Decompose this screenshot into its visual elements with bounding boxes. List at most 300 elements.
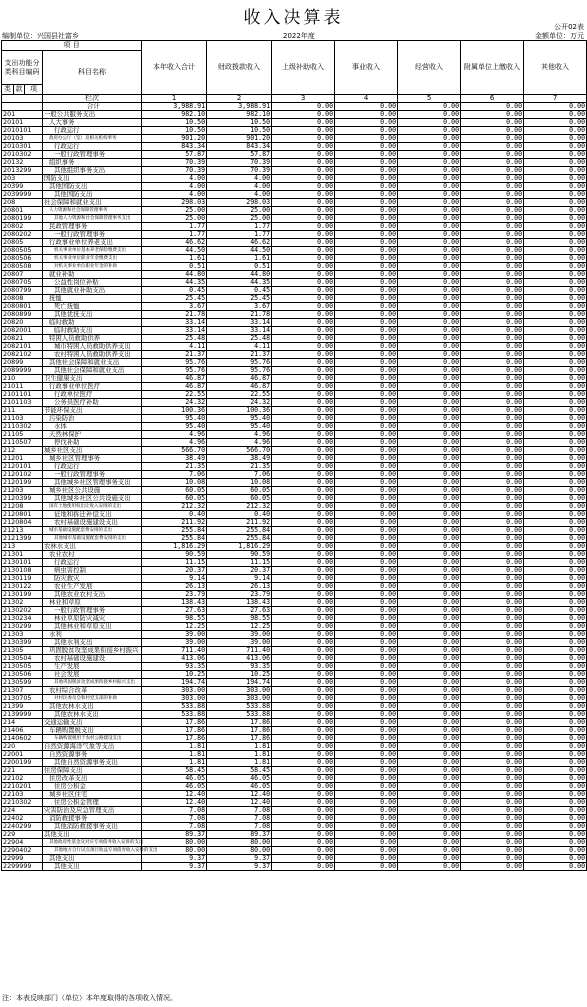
income-value: 0.00 bbox=[524, 703, 587, 711]
fiscal-appropriation-value: 9.37 bbox=[207, 863, 272, 871]
income-value: 0.00 bbox=[272, 431, 335, 439]
total-income-value: 80.00 bbox=[142, 847, 207, 855]
table-row bbox=[2, 407, 587, 415]
subject-name: 其他支出 bbox=[43, 863, 142, 871]
income-value: 0.00 bbox=[398, 367, 461, 375]
income-value: 0.00 bbox=[524, 639, 587, 647]
income-value: 0.00 bbox=[272, 543, 335, 551]
income-value: 0.00 bbox=[524, 623, 587, 631]
subject-name: 车辆购置税用于农村公路建设支出 bbox=[43, 735, 142, 743]
col-header-business: 事业收入 bbox=[335, 41, 398, 95]
total-income-value: 255.84 bbox=[142, 535, 207, 543]
income-value: 0.00 bbox=[272, 783, 335, 791]
income-value: 0.00 bbox=[524, 775, 587, 783]
total-income-value: 4.00 bbox=[142, 191, 207, 199]
total-income-value: 4.96 bbox=[142, 439, 207, 447]
income-value: 0.00 bbox=[461, 775, 524, 783]
col-header-superior: 上级补助收入 bbox=[272, 41, 335, 95]
income-value: 0.00 bbox=[461, 231, 524, 239]
subject-name: 合计 bbox=[43, 103, 142, 111]
income-value: 0.00 bbox=[524, 815, 587, 823]
subject-name: 其他巩固脱贫攻坚成果衔接乡村振兴支出 bbox=[43, 679, 142, 687]
income-value: 0.00 bbox=[335, 183, 398, 191]
income-value: 0.00 bbox=[335, 735, 398, 743]
subject-name: 其他政府性基金及对应专项债务收入安排的支出 bbox=[43, 839, 142, 847]
subject-name: 一般行政管理事务 bbox=[43, 471, 142, 479]
fiscal-appropriation-value: 843.34 bbox=[207, 143, 272, 151]
income-value: 0.00 bbox=[524, 455, 587, 463]
income-value: 0.00 bbox=[398, 263, 461, 271]
page-title: 收入决算表 bbox=[243, 8, 344, 28]
income-value: 0.00 bbox=[335, 631, 398, 639]
subject-name: 巩固脱贫攻坚成果衔接乡村振兴 bbox=[43, 647, 142, 655]
subject-code: 2080508 bbox=[2, 263, 43, 271]
subject-code: 2130108 bbox=[2, 567, 43, 575]
subject-name: 城乡社区支出 bbox=[43, 447, 142, 455]
total-income-value: 1.77 bbox=[142, 231, 207, 239]
subject-name: 住房公积金 bbox=[43, 783, 142, 791]
fiscal-appropriation-value: 100.36 bbox=[207, 407, 272, 415]
income-value: 0.00 bbox=[398, 655, 461, 663]
subject-code: 20399 bbox=[2, 183, 43, 191]
income-value: 0.00 bbox=[461, 623, 524, 631]
income-value: 0.00 bbox=[272, 615, 335, 623]
income-value: 0.00 bbox=[335, 255, 398, 263]
subject-name: 临时救助 bbox=[43, 319, 142, 327]
income-value: 0.00 bbox=[461, 551, 524, 559]
income-value: 0.00 bbox=[398, 583, 461, 591]
income-value: 0.00 bbox=[335, 415, 398, 423]
income-value: 0.00 bbox=[461, 119, 524, 127]
subject-code: 2010302 bbox=[2, 151, 43, 159]
income-value: 0.00 bbox=[398, 479, 461, 487]
income-value: 0.00 bbox=[461, 695, 524, 703]
fiscal-appropriation-value: 11.15 bbox=[207, 559, 272, 567]
income-value: 0.00 bbox=[461, 799, 524, 807]
total-income-value: 1.81 bbox=[142, 751, 207, 759]
subject-code: 2130202 bbox=[2, 607, 43, 615]
fiscal-appropriation-value: 4.11 bbox=[207, 343, 272, 351]
income-value: 0.00 bbox=[524, 183, 587, 191]
subject-name: 其他组织事务支出 bbox=[43, 167, 142, 175]
fiscal-appropriation-value: 17.86 bbox=[207, 735, 272, 743]
subject-name: 自然资源事务 bbox=[43, 751, 142, 759]
income-value: 0.00 bbox=[461, 383, 524, 391]
total-income-value: 46.62 bbox=[142, 239, 207, 247]
income-value: 0.00 bbox=[398, 335, 461, 343]
income-value: 0.00 bbox=[461, 631, 524, 639]
subject-name: 行政事业单位医疗 bbox=[43, 383, 142, 391]
total-income-value: 39.00 bbox=[142, 631, 207, 639]
total-income-value: 3.67 bbox=[142, 303, 207, 311]
subject-name: 防灾救灾 bbox=[43, 575, 142, 583]
income-value: 0.00 bbox=[272, 455, 335, 463]
total-income-value: 7.08 bbox=[142, 823, 207, 831]
subject-name: 政府办公厅（室）及相关机构事务 bbox=[43, 135, 142, 143]
income-value: 0.00 bbox=[398, 639, 461, 647]
total-income-value: 11.15 bbox=[142, 559, 207, 567]
income-value: 0.00 bbox=[461, 647, 524, 655]
income-value: 0.00 bbox=[524, 799, 587, 807]
subject-name: 机关事业单位职业年金缴费支出 bbox=[43, 255, 142, 263]
income-value: 0.00 bbox=[335, 143, 398, 151]
subject-code: 21302 bbox=[2, 599, 43, 607]
total-income-value: 211.92 bbox=[142, 519, 207, 527]
table-row bbox=[2, 495, 587, 503]
income-value: 0.00 bbox=[461, 599, 524, 607]
income-value: 0.00 bbox=[398, 423, 461, 431]
income-value: 0.00 bbox=[461, 391, 524, 399]
total-income-value: 194.74 bbox=[142, 679, 207, 687]
income-value: 0.00 bbox=[461, 135, 524, 143]
subject-code: 22103 bbox=[2, 791, 43, 799]
income-value: 0.00 bbox=[524, 143, 587, 151]
income-value: 0.00 bbox=[461, 279, 524, 287]
total-income-value: 12.40 bbox=[142, 791, 207, 799]
subject-code: 2120101 bbox=[2, 463, 43, 471]
income-value: 0.00 bbox=[524, 135, 587, 143]
income-value: 0.00 bbox=[461, 367, 524, 375]
fiscal-appropriation-value: 33.14 bbox=[207, 319, 272, 327]
income-value: 0.00 bbox=[335, 247, 398, 255]
income-value: 0.00 bbox=[398, 847, 461, 855]
income-value: 0.00 bbox=[335, 727, 398, 735]
income-value: 0.00 bbox=[524, 599, 587, 607]
total-income-value: 22.55 bbox=[142, 391, 207, 399]
subject-code: 203 bbox=[2, 175, 43, 183]
subject-code: 2110507 bbox=[2, 439, 43, 447]
subject-code: 2080506 bbox=[2, 255, 43, 263]
table-row bbox=[2, 623, 587, 631]
fiscal-appropriation-value: 1.77 bbox=[207, 223, 272, 231]
income-value: 0.00 bbox=[524, 831, 587, 839]
subject-code: 2120801 bbox=[2, 511, 43, 519]
table-row bbox=[2, 543, 587, 551]
income-value: 0.00 bbox=[524, 535, 587, 543]
income-value: 0.00 bbox=[398, 599, 461, 607]
subject-code: 2082102 bbox=[2, 351, 43, 359]
subject-code: 21103 bbox=[2, 415, 43, 423]
income-value: 0.00 bbox=[461, 359, 524, 367]
fiscal-appropriation-value: 303.00 bbox=[207, 687, 272, 695]
subject-name: 城乡社区住宅 bbox=[43, 791, 142, 799]
col-header-total: 本年收入合计 bbox=[142, 41, 207, 95]
total-income-value: 138.43 bbox=[142, 599, 207, 607]
income-value: 0.00 bbox=[335, 439, 398, 447]
table-row bbox=[2, 367, 587, 375]
subject-code: 21399 bbox=[2, 703, 43, 711]
table-row bbox=[2, 711, 587, 719]
income-value: 0.00 bbox=[272, 767, 335, 775]
income-value: 0.00 bbox=[272, 103, 335, 111]
income-value: 0.00 bbox=[272, 167, 335, 175]
subject-name: 一般行政管理事务 bbox=[43, 607, 142, 615]
subject-code: 2210201 bbox=[2, 783, 43, 791]
subject-code: 2130599 bbox=[2, 679, 43, 687]
income-value: 0.00 bbox=[398, 327, 461, 335]
table-row bbox=[2, 111, 587, 119]
income-value: 0.00 bbox=[398, 231, 461, 239]
income-value: 0.00 bbox=[461, 399, 524, 407]
income-value: 0.00 bbox=[272, 575, 335, 583]
income-value: 0.00 bbox=[272, 607, 335, 615]
table-row bbox=[2, 855, 587, 863]
income-value: 0.00 bbox=[524, 407, 587, 415]
income-value: 0.00 bbox=[335, 719, 398, 727]
income-value: 0.00 bbox=[398, 695, 461, 703]
fiscal-appropriation-value: 27.63 bbox=[207, 607, 272, 615]
income-value: 0.00 bbox=[398, 711, 461, 719]
income-value: 0.00 bbox=[398, 831, 461, 839]
income-value: 0.00 bbox=[398, 431, 461, 439]
fiscal-appropriation-value: 298.03 bbox=[207, 199, 272, 207]
income-value: 0.00 bbox=[398, 439, 461, 447]
subject-code: 20821 bbox=[2, 335, 43, 343]
income-value: 0.00 bbox=[335, 567, 398, 575]
income-value: 0.00 bbox=[398, 511, 461, 519]
income-value: 0.00 bbox=[398, 175, 461, 183]
income-value: 0.00 bbox=[524, 687, 587, 695]
income-value: 0.00 bbox=[461, 375, 524, 383]
income-value: 0.00 bbox=[272, 599, 335, 607]
subject-code: 22001 bbox=[2, 751, 43, 759]
lanci-label: 栏次 bbox=[43, 95, 142, 103]
income-value: 0.00 bbox=[335, 151, 398, 159]
income-value: 0.00 bbox=[461, 239, 524, 247]
subject-name: 其他城乡社区管理事务支出 bbox=[43, 479, 142, 487]
income-value: 0.00 bbox=[335, 743, 398, 751]
income-value: 0.00 bbox=[398, 279, 461, 287]
subject-code: 220 bbox=[2, 743, 43, 751]
income-value: 0.00 bbox=[272, 463, 335, 471]
income-value: 0.00 bbox=[272, 399, 335, 407]
income-value: 0.00 bbox=[461, 287, 524, 295]
income-value: 0.00 bbox=[335, 447, 398, 455]
amount-unit: 金额单位：万元 bbox=[535, 32, 584, 40]
total-income-value: 17.86 bbox=[142, 735, 207, 743]
income-value: 0.00 bbox=[398, 127, 461, 135]
income-value: 0.00 bbox=[461, 567, 524, 575]
income-value: 0.00 bbox=[461, 143, 524, 151]
income-value: 0.00 bbox=[335, 823, 398, 831]
subject-code: 2130122 bbox=[2, 583, 43, 591]
subject-code: 2130199 bbox=[2, 591, 43, 599]
income-value: 0.00 bbox=[524, 351, 587, 359]
subject-name: 行政运行 bbox=[43, 559, 142, 567]
income-value: 0.00 bbox=[335, 703, 398, 711]
total-income-value: 7.08 bbox=[142, 807, 207, 815]
income-value: 0.00 bbox=[398, 239, 461, 247]
income-value: 0.00 bbox=[524, 399, 587, 407]
subject-name: 农业农村 bbox=[43, 551, 142, 559]
reporting-unit: 编制单位：兴国县社富乡 bbox=[2, 32, 79, 40]
income-value: 0.00 bbox=[461, 471, 524, 479]
income-value: 0.00 bbox=[398, 543, 461, 551]
income-value: 0.00 bbox=[272, 583, 335, 591]
subject-code: 2080705 bbox=[2, 279, 43, 287]
income-value: 0.00 bbox=[524, 423, 587, 431]
fiscal-appropriation-value: 46.62 bbox=[207, 239, 272, 247]
fiscal-appropriation-value: 22.55 bbox=[207, 391, 272, 399]
income-value: 0.00 bbox=[272, 751, 335, 759]
total-income-value: 90.59 bbox=[142, 551, 207, 559]
subject-name: 一般行政管理事务 bbox=[43, 151, 142, 159]
income-value: 0.00 bbox=[524, 343, 587, 351]
income-value: 0.00 bbox=[398, 119, 461, 127]
subject-name: 农村特困人员救助供养支出 bbox=[43, 351, 142, 359]
total-income-value: 25.48 bbox=[142, 335, 207, 343]
income-value: 0.00 bbox=[398, 135, 461, 143]
income-value: 0.00 bbox=[272, 327, 335, 335]
income-value: 0.00 bbox=[524, 863, 587, 871]
income-value: 0.00 bbox=[461, 111, 524, 119]
income-value: 0.00 bbox=[272, 799, 335, 807]
total-income-value: 1.61 bbox=[142, 255, 207, 263]
subject-name: 征地和拆迁补偿支出 bbox=[43, 511, 142, 519]
income-value: 0.00 bbox=[524, 415, 587, 423]
subject-code: 20808 bbox=[2, 295, 43, 303]
subject-code: 22402 bbox=[2, 815, 43, 823]
total-income-value: 4.00 bbox=[142, 175, 207, 183]
total-income-value: 1,816.29 bbox=[142, 543, 207, 551]
fiscal-appropriation-value: 12.40 bbox=[207, 799, 272, 807]
income-value: 0.00 bbox=[335, 503, 398, 511]
income-value: 0.00 bbox=[524, 759, 587, 767]
subject-code: 2101101 bbox=[2, 391, 43, 399]
income-value: 0.00 bbox=[461, 831, 524, 839]
income-value: 0.00 bbox=[461, 415, 524, 423]
income-value: 0.00 bbox=[335, 127, 398, 135]
table-row bbox=[2, 127, 587, 135]
income-value: 0.00 bbox=[398, 791, 461, 799]
income-value: 0.00 bbox=[398, 495, 461, 503]
fiscal-appropriation-value: 17.86 bbox=[207, 727, 272, 735]
income-value: 0.00 bbox=[524, 743, 587, 751]
total-income-value: 1.81 bbox=[142, 759, 207, 767]
subject-code: 213 bbox=[2, 543, 43, 551]
subject-code: 2130705 bbox=[2, 695, 43, 703]
income-value: 0.00 bbox=[335, 175, 398, 183]
income-value: 0.00 bbox=[524, 503, 587, 511]
fiscal-appropriation-value: 25.00 bbox=[207, 207, 272, 215]
subject-name: 对机关事业单位职业年金的补助 bbox=[43, 263, 142, 271]
income-value: 0.00 bbox=[272, 807, 335, 815]
table-row bbox=[2, 119, 587, 127]
subject-code: 2299999 bbox=[2, 863, 43, 871]
income-value: 0.00 bbox=[272, 207, 335, 215]
income-value: 0.00 bbox=[524, 807, 587, 815]
income-value: 0.00 bbox=[398, 743, 461, 751]
income-value: 0.00 bbox=[335, 231, 398, 239]
table-row bbox=[2, 863, 587, 871]
total-income-value: 9.37 bbox=[142, 855, 207, 863]
subject-name: 天然林保护 bbox=[43, 431, 142, 439]
subject-name: 其他国防支出 bbox=[43, 191, 142, 199]
subject-code: 22904 bbox=[2, 839, 43, 847]
income-value: 0.00 bbox=[272, 695, 335, 703]
subject-name: 农业生产发展 bbox=[43, 583, 142, 591]
total-income-value: 212.32 bbox=[142, 503, 207, 511]
income-value: 0.00 bbox=[335, 679, 398, 687]
subject-name: 自然资源海洋气象等支出 bbox=[43, 743, 142, 751]
subject-name: 其他社会保障和就业支出 bbox=[43, 359, 142, 367]
income-value: 0.00 bbox=[398, 679, 461, 687]
fiscal-appropriation-value: 901.20 bbox=[207, 135, 272, 143]
income-value: 0.00 bbox=[398, 159, 461, 167]
fiscal-appropriation-value: 25.00 bbox=[207, 215, 272, 223]
subject-code: 21307 bbox=[2, 687, 43, 695]
income-value: 0.00 bbox=[524, 359, 587, 367]
income-value: 0.00 bbox=[272, 527, 335, 535]
total-income-value: 298.03 bbox=[142, 199, 207, 207]
fiscal-appropriation-value: 70.39 bbox=[207, 167, 272, 175]
income-value: 0.00 bbox=[524, 695, 587, 703]
income-value: 0.00 bbox=[524, 255, 587, 263]
income-value: 0.00 bbox=[461, 839, 524, 847]
fiscal-year: 2022年度 bbox=[283, 32, 315, 40]
income-value: 0.00 bbox=[461, 263, 524, 271]
income-value: 0.00 bbox=[398, 671, 461, 679]
income-value: 0.00 bbox=[524, 527, 587, 535]
table-row bbox=[2, 415, 587, 423]
income-value: 0.00 bbox=[461, 215, 524, 223]
income-value: 0.00 bbox=[335, 639, 398, 647]
subject-name: 城乡社区公共设施 bbox=[43, 487, 142, 495]
income-value: 0.00 bbox=[461, 575, 524, 583]
income-value: 0.00 bbox=[335, 279, 398, 287]
income-value: 0.00 bbox=[524, 839, 587, 847]
income-value: 0.00 bbox=[335, 375, 398, 383]
income-value: 0.00 bbox=[524, 719, 587, 727]
fiscal-appropriation-value: 255.84 bbox=[207, 527, 272, 535]
fiscal-appropriation-value: 80.00 bbox=[207, 839, 272, 847]
income-value: 0.00 bbox=[335, 391, 398, 399]
income-value: 0.00 bbox=[398, 319, 461, 327]
subject-name: 灾害防治及应急管理支出 bbox=[43, 807, 142, 815]
income-value: 0.00 bbox=[272, 303, 335, 311]
fiscal-appropriation-value: 44.50 bbox=[207, 247, 272, 255]
fiscal-appropriation-value: 7.08 bbox=[207, 807, 272, 815]
income-value: 0.00 bbox=[461, 863, 524, 871]
income-value: 0.00 bbox=[524, 751, 587, 759]
income-value: 0.00 bbox=[398, 815, 461, 823]
total-income-value: 25.00 bbox=[142, 207, 207, 215]
subject-name: 其他消防救援事务支出 bbox=[43, 823, 142, 831]
income-value: 0.00 bbox=[335, 327, 398, 335]
income-value: 0.00 bbox=[335, 783, 398, 791]
fiscal-appropriation-value: 1.81 bbox=[207, 751, 272, 759]
income-value: 0.00 bbox=[335, 311, 398, 319]
total-income-value: 39.00 bbox=[142, 639, 207, 647]
fiscal-appropriation-value: 303.00 bbox=[207, 695, 272, 703]
total-income-value: 21.78 bbox=[142, 311, 207, 319]
col-header-fiscal: 财政拨款收入 bbox=[207, 41, 272, 95]
income-value: 0.00 bbox=[461, 319, 524, 327]
subject-name: 城乡社区管理事务 bbox=[43, 455, 142, 463]
income-value: 0.00 bbox=[524, 295, 587, 303]
subject-name: 卫生健康支出 bbox=[43, 375, 142, 383]
subject-name: 组织事务 bbox=[43, 159, 142, 167]
fiscal-appropriation-value: 1.77 bbox=[207, 231, 272, 239]
income-value: 0.00 bbox=[272, 159, 335, 167]
income-value: 0.00 bbox=[335, 543, 398, 551]
table-row bbox=[2, 759, 587, 767]
income-value: 0.00 bbox=[335, 559, 398, 567]
income-value: 0.00 bbox=[272, 343, 335, 351]
income-value: 0.00 bbox=[524, 471, 587, 479]
income-value: 0.00 bbox=[398, 623, 461, 631]
income-value: 0.00 bbox=[335, 463, 398, 471]
